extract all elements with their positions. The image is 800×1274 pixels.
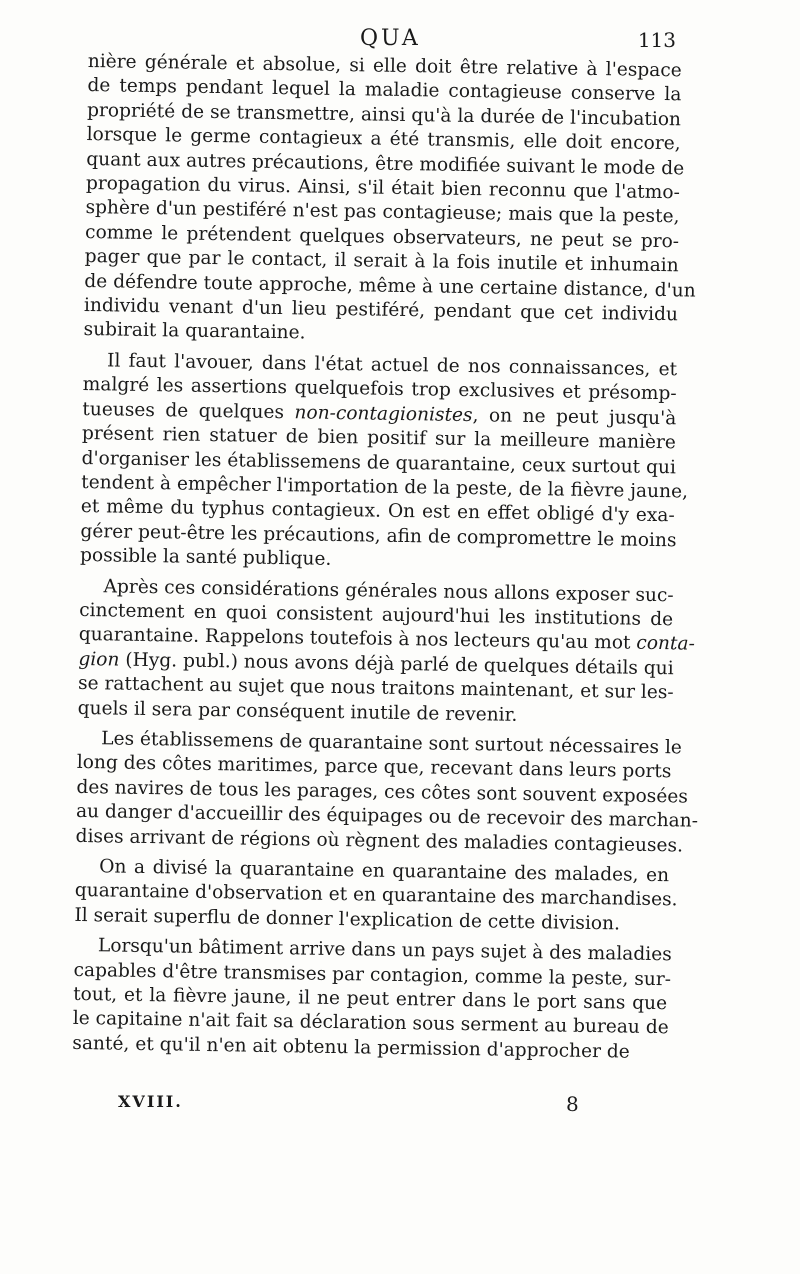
text-line: long des côtes maritimes, parce que, recevant dans leurs ports [76, 752, 672, 783]
text-line: capables d'être transmises par contagion, comme la peste, sur- [73, 959, 672, 990]
paragraph [83, 50, 696, 352]
text-line: On a divisé la quarantaine en quarantaine des malades, en [99, 856, 670, 887]
text-line: pager que par le contact, il serait à la fois inutile et inhumain [84, 246, 679, 277]
text-line: sphère d'un pestiféré n'est pas contagieuse; mais que la peste, [85, 197, 680, 228]
text-line: se rattachent au sujet que nous traitons maintenant, et sur les- [77, 673, 674, 704]
page-number: 113 [637, 28, 676, 52]
text-line: propriété de se transmettre, ainsi qu'à la durée de l'incubation [86, 99, 682, 131]
text-line: de défendre toute approche, même à une certaine distance, d'un [84, 270, 696, 302]
text-line: dises arrivant de régions où règnent des maladies contagieuses. [75, 825, 684, 857]
text-line: cinctement en quoi consistent aujourd'hui les institutions de [79, 599, 674, 631]
paragraph [72, 934, 672, 1065]
text-line: Il faut l'avouer, dans l'état actuel de nos connaissances, et [106, 350, 678, 381]
text-line: quarantaine d'observation et en quarantaine des marchandises. [74, 880, 678, 911]
text-line: propagation du virus. Ainsi, s'il était bien reconnu que l'atmo- [85, 173, 680, 204]
text-line: et même du typhus contagieux. On est en effet obligé d'y exa- [80, 496, 675, 527]
text-line: d'organiser les établissemens de quarantaine, ceux surtout qui [81, 447, 677, 478]
sheet-number: 8 [566, 1092, 579, 1116]
text-line: gérer peut-être les précautions, afin de compromettre le moins [80, 520, 677, 552]
signature-mark: XVIII. [118, 1092, 183, 1111]
text-line: quels il sera par conséquent inutile de revenir. [77, 697, 518, 726]
text-line: Il serait superflu de donner l'explication de cette division. [74, 904, 621, 935]
text-line: gion (Hyg. publ.) nous avons déjà parlé de quelques détails qui [78, 648, 674, 680]
text-line: au danger d'accueillir des équipages ou de recevoir des marchan- [75, 801, 699, 832]
text-line: des navires de tous les parages, ces côtes sont souvent exposées [76, 776, 689, 808]
text-line: Lorsqu'un bâtiment arrive dans un pays sujet à des maladies [97, 935, 672, 966]
text-line: Après ces considérations générales nous allons exposer suc- [103, 575, 674, 606]
text-line: lorsque le germe contagieux a été transmis, elle doit encore, [86, 124, 681, 155]
text-line: tueuses de quelques non-contagionistes, on ne peut jusqu'à [82, 398, 677, 429]
text-line: santé, et qu'il n'en ait obtenu la permission d'approcher de [72, 1032, 630, 1063]
text-line: individu venant d'un lieu pestiféré, pendant que cet individu [83, 295, 679, 326]
text-line: possible la santé publique. [79, 545, 332, 571]
running-title: QUA [360, 26, 421, 51]
text-line: tendent à empêcher l'importation de la peste, de la fièvre jaune, [81, 471, 689, 503]
text-line: présent rien statuer de bien positif sur la meilleure manière [81, 423, 677, 454]
paragraph [75, 727, 699, 858]
text-line: nière générale et absolue, si elle doit être relative à l'espace [87, 50, 682, 82]
paragraph [79, 349, 689, 578]
text-line: subirait la quarantaine. [83, 319, 306, 344]
paragraph [74, 855, 678, 938]
text-line: le capitaine n'ait fait sa déclaration sous serment au bureau de [72, 1008, 669, 1039]
paragraph [77, 574, 695, 730]
text-line: de temps pendant lequel la maladie contagieuse conserve la [87, 75, 682, 106]
text-line: quarantaine. Rappelons toutefois à nos lecteurs qu'au mot conta- [78, 624, 695, 655]
text-line: tout, et la fièvre jaune, il ne peut entrer dans le port sans que [72, 983, 668, 1015]
page-footer [118, 1092, 618, 1122]
body-text [72, 50, 699, 1071]
text-line: Les établissemens de quarantaine sont surtout nécessaires le [101, 728, 683, 759]
text-line: quant aux autres précautions, être modifiée suivant le mode de [86, 148, 685, 180]
text-line: comme le prétendent quelques observateurs, ne peut se pro- [84, 221, 680, 253]
text-line: malgré les assertions quelquefois trop exclusives et présomp- [82, 374, 677, 405]
